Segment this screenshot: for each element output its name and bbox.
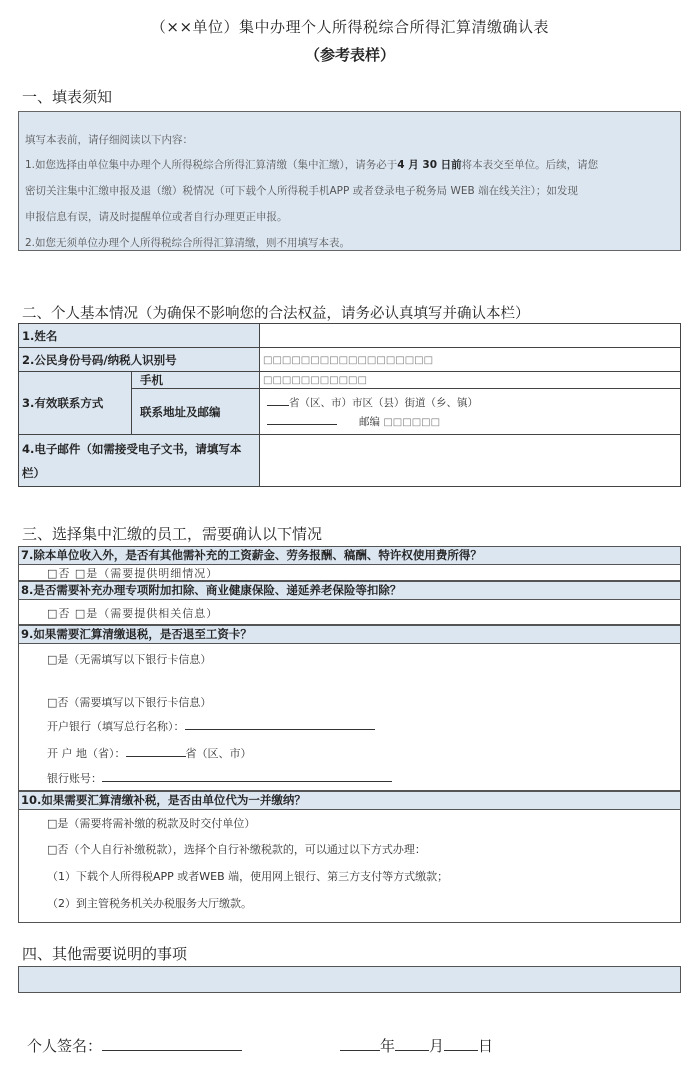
id-field[interactable] bbox=[260, 348, 681, 372]
q10-no[interactable]: □否（个人自行补缴税款），选择个自行补缴税款的，可以通过以下方式办理： bbox=[47, 843, 426, 856]
year-field[interactable] bbox=[340, 1034, 380, 1051]
bank-account-row bbox=[47, 770, 392, 786]
name-label: 1.姓名 bbox=[19, 324, 260, 348]
postcode-boxes: □□□□□□ bbox=[383, 416, 441, 428]
address-line bbox=[267, 395, 677, 410]
name-field[interactable] bbox=[260, 324, 681, 348]
notice-item1-line3: 申报信息有误，请及时提醒单位或者自行办理更正申报。 bbox=[25, 211, 288, 223]
notice-item2: 2.如您无须单位办理个人所得税综合所得汇算清缴，则不用填写本表。 bbox=[25, 237, 351, 249]
q9-header: 9.如果需要汇算清缴退税，是否退至工资卡？ bbox=[18, 625, 681, 644]
bank-name-row bbox=[47, 718, 375, 734]
day-field[interactable] bbox=[444, 1034, 478, 1051]
q7-options[interactable]: □否 □是（需要提供明细情况） bbox=[47, 567, 219, 580]
email-field[interactable] bbox=[260, 435, 681, 487]
email-label bbox=[19, 435, 260, 487]
bank-name-label: 开户银行（填写总行名称）： bbox=[47, 720, 185, 733]
section1-heading: 一、填表须知 bbox=[22, 88, 113, 106]
bank-name-field[interactable] bbox=[185, 729, 375, 730]
q7-header: 7.除本单位收入外，是否有其他需补充的工资薪金、劳务报酬、稿酬、特许权使用费所得？ bbox=[18, 546, 681, 565]
q10-method1: （1）下载个人所得税APP 或者WEB 端，使用网上银行、第三方支付等方式缴款； bbox=[47, 870, 449, 883]
bank-location-label: 开 户 地（省）： bbox=[47, 747, 126, 760]
q8-options[interactable]: □否 □是（需要提供相关信息） bbox=[47, 607, 219, 620]
phone-boxes: □□□□□□□□□□□ bbox=[263, 375, 367, 386]
contact-label: 3.有效联系方式 bbox=[19, 372, 132, 435]
notice-item1-b: 将本表交至单位。后续，请您 bbox=[461, 159, 599, 171]
signature-label: 个人签名： bbox=[27, 1037, 103, 1055]
email-label-line1: 4.电子邮件（如需接受电子文书，请填写本 bbox=[22, 441, 242, 456]
q10-method2: （2）到主管税务机关办税服务大厅缴款。 bbox=[47, 897, 252, 910]
address-label: 联系地址及邮编 bbox=[132, 389, 260, 435]
id-label: 2.公民身份号码/纳税人识别号 bbox=[19, 348, 260, 372]
id-boxes: □□□□□□□□□□□□□□□□□□ bbox=[263, 354, 434, 366]
section4-heading: 四、其他需要说明的事项 bbox=[22, 945, 188, 963]
notice-deadline: 4 月 30 日前 bbox=[397, 159, 462, 171]
bank-province-field[interactable] bbox=[126, 756, 186, 757]
q8-header: 8.是否需要补充办理专项附加扣除、商业健康保险、递延养老保险等扣除？ bbox=[18, 581, 681, 600]
q9-no[interactable]: □否（需要填写以下银行卡信息） bbox=[47, 696, 212, 709]
day-label: 日 bbox=[478, 1037, 494, 1055]
address-field[interactable] bbox=[260, 389, 681, 435]
section3-heading: 三、选择集中汇缴的员工，需要确认以下情况 bbox=[22, 525, 323, 543]
signature-field[interactable] bbox=[102, 1034, 242, 1051]
signature-row bbox=[27, 1034, 242, 1056]
form-subtitle: （参考表样） bbox=[304, 46, 395, 64]
bank-location-mid: 省（区、市） bbox=[185, 747, 252, 760]
bank-location-row bbox=[47, 745, 252, 761]
q9-yes[interactable]: □是（无需填写以下银行卡信息） bbox=[47, 653, 212, 666]
q10-header: 10.如果需要汇算清缴补税，是否由单位代为一并缴纳？ bbox=[18, 791, 681, 810]
phone-label: 手机 bbox=[132, 372, 260, 389]
year-label: 年 bbox=[380, 1037, 396, 1055]
month-field[interactable] bbox=[395, 1034, 429, 1051]
notice-box bbox=[18, 111, 681, 251]
address-line-text: 省（区、市）市区（县）街道（乡、镇） bbox=[289, 396, 478, 409]
date-row bbox=[340, 1034, 493, 1056]
month-label: 月 bbox=[429, 1037, 445, 1055]
notice-item1-a: 1.如您选择由单位集中办理个人所得税综合所得汇算清缴（集中汇缴），请务必于 bbox=[25, 159, 398, 171]
notice-intro: 填写本表前，请仔细阅读以下内容： bbox=[25, 134, 193, 146]
bank-account-field[interactable] bbox=[102, 781, 392, 782]
postcode-line bbox=[267, 414, 677, 429]
section2-heading: 二、个人基本情况（为确保不影响您的合法权益，请务必认真填写并确认本栏） bbox=[22, 306, 530, 322]
bank-account-label: 银行账号： bbox=[47, 772, 102, 785]
notice-item1-line2: 密切关注集中汇缴申报及退（缴）税情况（可下载个人所得税手机APP 或者登录电子税务局 WEB 端在线关注）；如发现 bbox=[25, 185, 578, 197]
other-notes-field[interactable] bbox=[18, 966, 681, 993]
personal-info-table bbox=[18, 323, 681, 487]
form-title: （××单位）集中办理个人所得税综合所得汇算清缴确认表 bbox=[150, 18, 550, 36]
phone-field[interactable] bbox=[260, 372, 681, 389]
email-label-line2: 栏） bbox=[22, 465, 45, 480]
postcode-label: 邮编 bbox=[359, 415, 380, 428]
notice-item1-line1 bbox=[25, 157, 598, 172]
q10-yes[interactable]: □是（需要将需补缴的税款及时交付单位） bbox=[47, 817, 256, 830]
